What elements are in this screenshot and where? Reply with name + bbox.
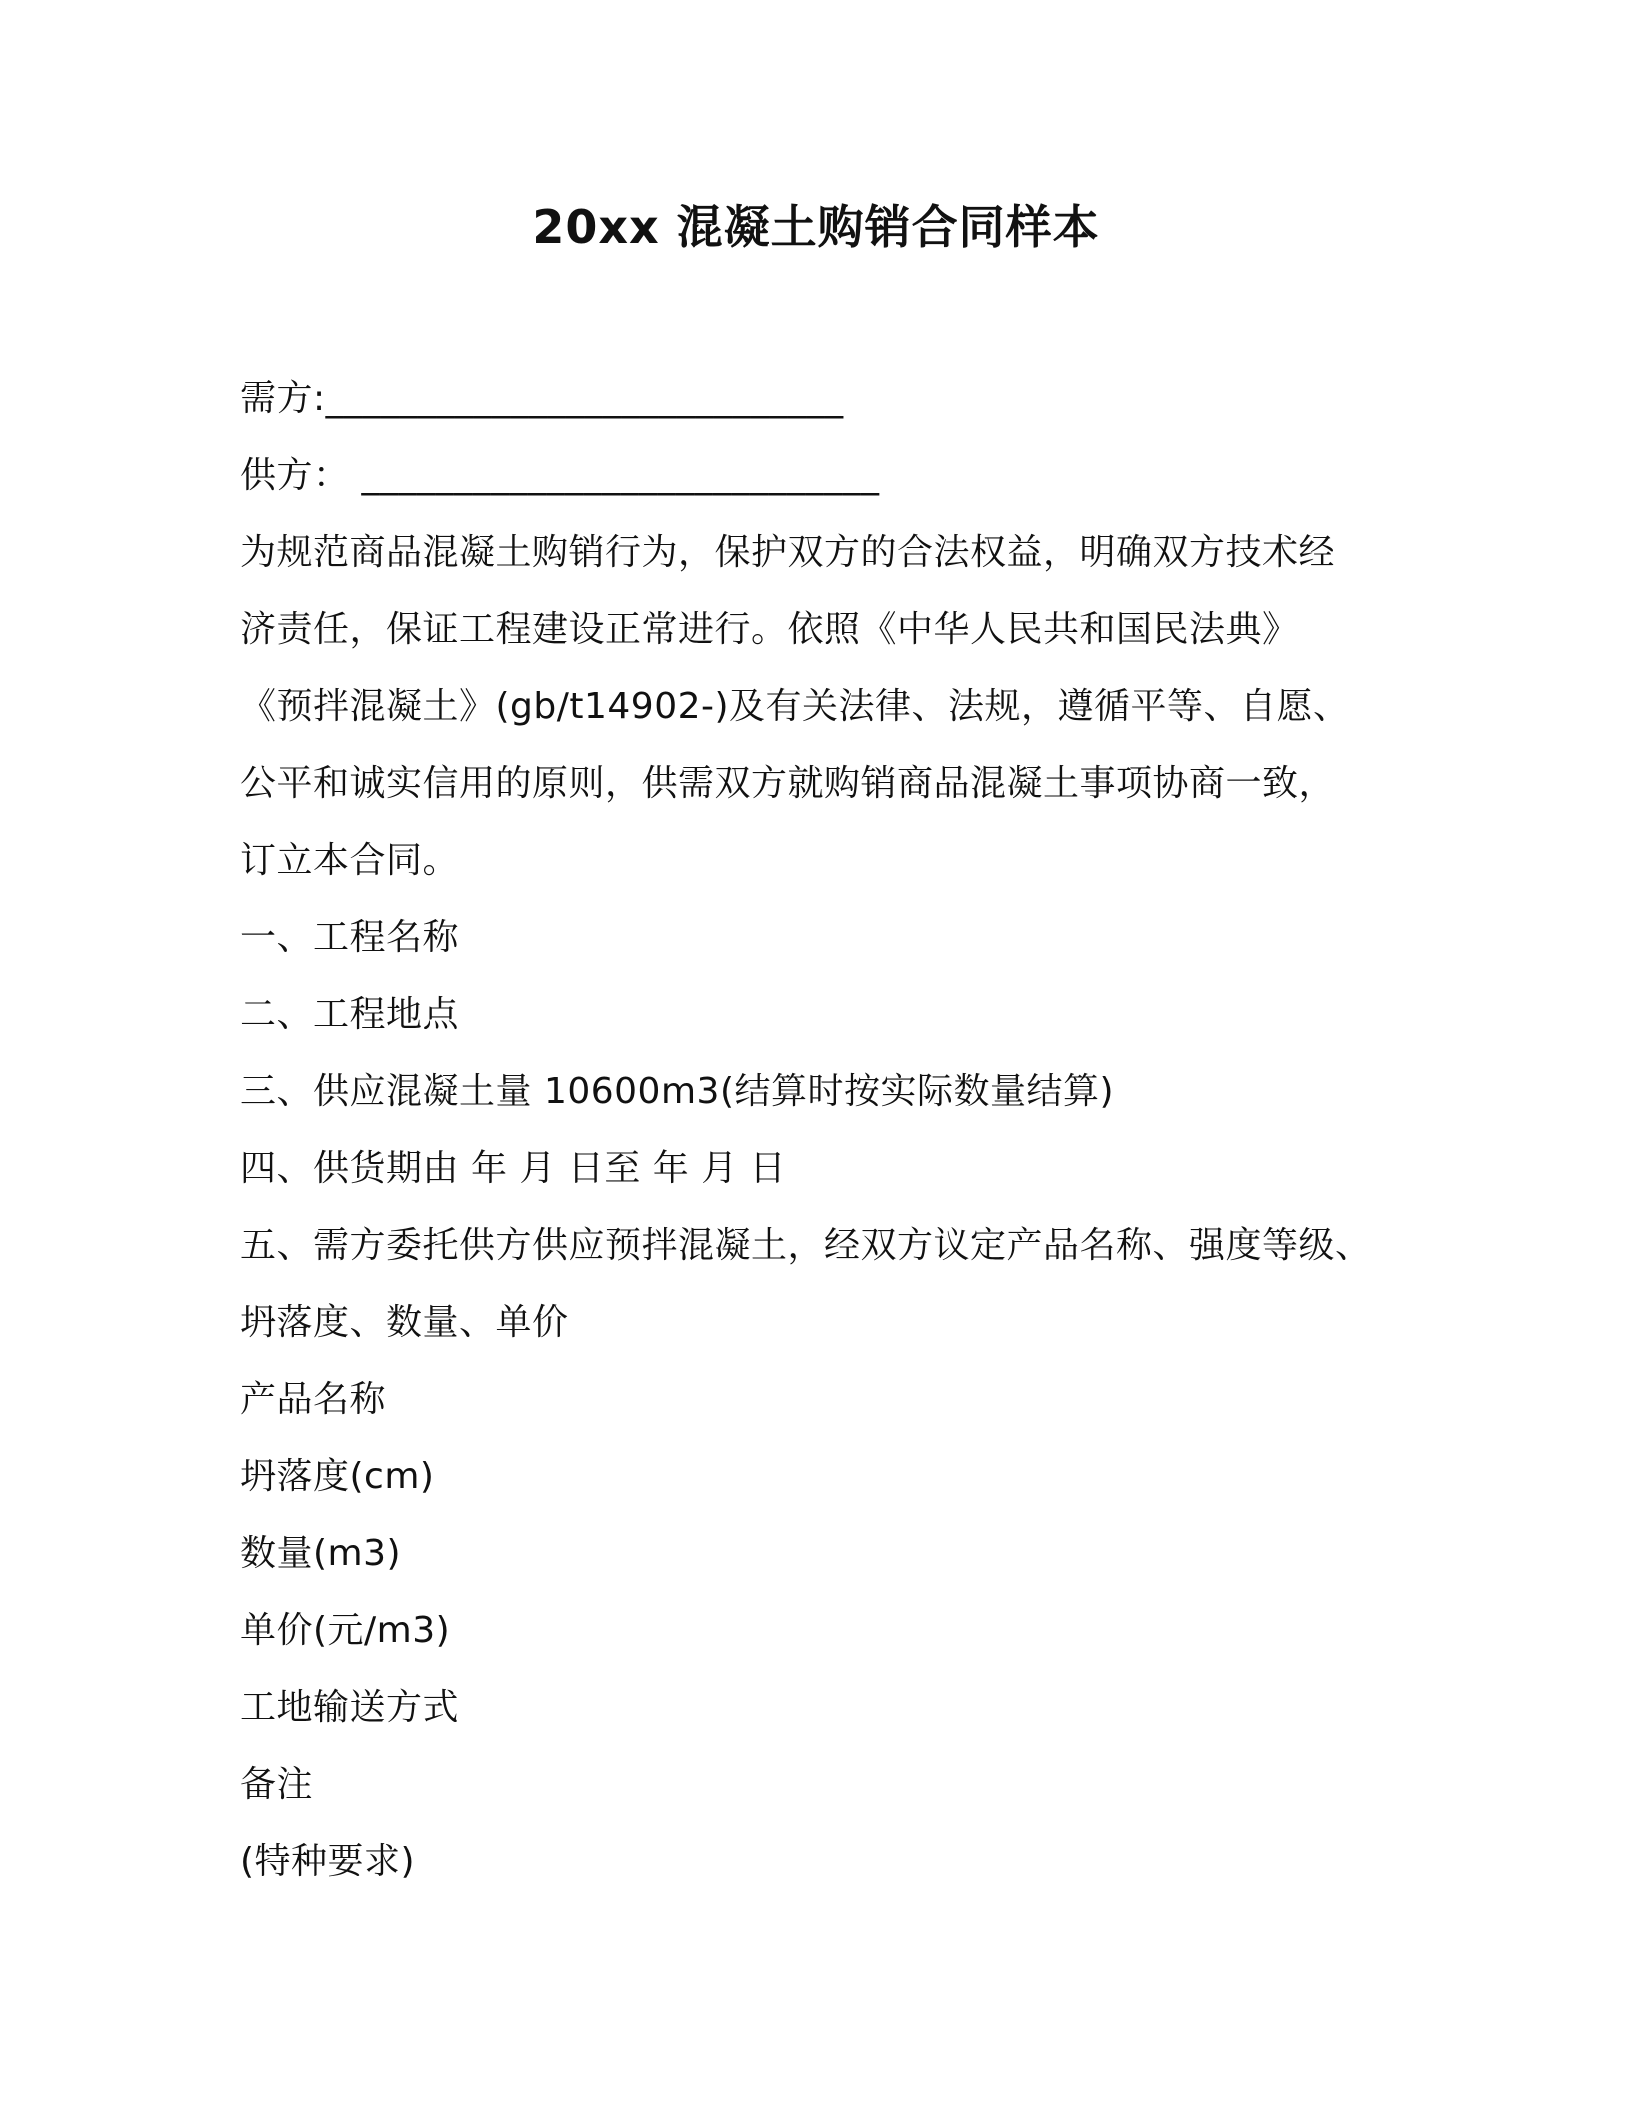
section-product-terms-cont: 坍落度、数量、单价 — [240, 1302, 569, 1343]
field-delivery-method: 工地输送方式 — [240, 1687, 460, 1728]
preamble-line: 《预拌混凝土》(gb/t14902-)及有关法律、法规，遵循平等、自愿、 — [240, 686, 1350, 727]
preamble-line: 公平和诚实信用的原则，供需双方就购销商品混凝土事项协商一致， — [240, 763, 1336, 804]
section-project-location: 二、工程地点 — [240, 994, 460, 1035]
preamble-line: 订立本合同。 — [240, 840, 460, 881]
field-unit-price: 单价(元/m3) — [240, 1610, 451, 1651]
section-supply-period: 四、供货期由 年 月 日至 年 月 日 — [240, 1148, 787, 1189]
document-title: 20xx 混凝土购销合同样本 — [532, 200, 1100, 254]
field-slump: 坍落度(cm) — [240, 1456, 435, 1497]
section-supply-quantity: 三、供应混凝土量 10600m3(结算时按实际数量结算) — [240, 1071, 1115, 1112]
field-remarks: 备注 — [240, 1764, 314, 1805]
section-product-terms: 五、需方委托供方供应预拌混凝土，经双方议定产品名称、强度等级、 — [240, 1225, 1372, 1266]
preamble-line: 为规范商品混凝土购销行为，保护双方的合法权益，明确双方技术经 — [240, 532, 1336, 573]
buyer-line: 需方:____________________________ — [240, 378, 844, 419]
supplier-line: 供方： ____________________________ — [240, 455, 880, 496]
field-quantity: 数量(m3) — [240, 1533, 402, 1574]
field-special-requirements: (特种要求) — [240, 1841, 416, 1882]
field-product-name: 产品名称 — [240, 1379, 387, 1420]
preamble-line: 济责任，保证工程建设正常进行。依照《中华人民共和国民法典》 — [240, 609, 1299, 650]
document-body — [240, 360, 1420, 1900]
section-project-name: 一、工程名称 — [240, 917, 460, 958]
